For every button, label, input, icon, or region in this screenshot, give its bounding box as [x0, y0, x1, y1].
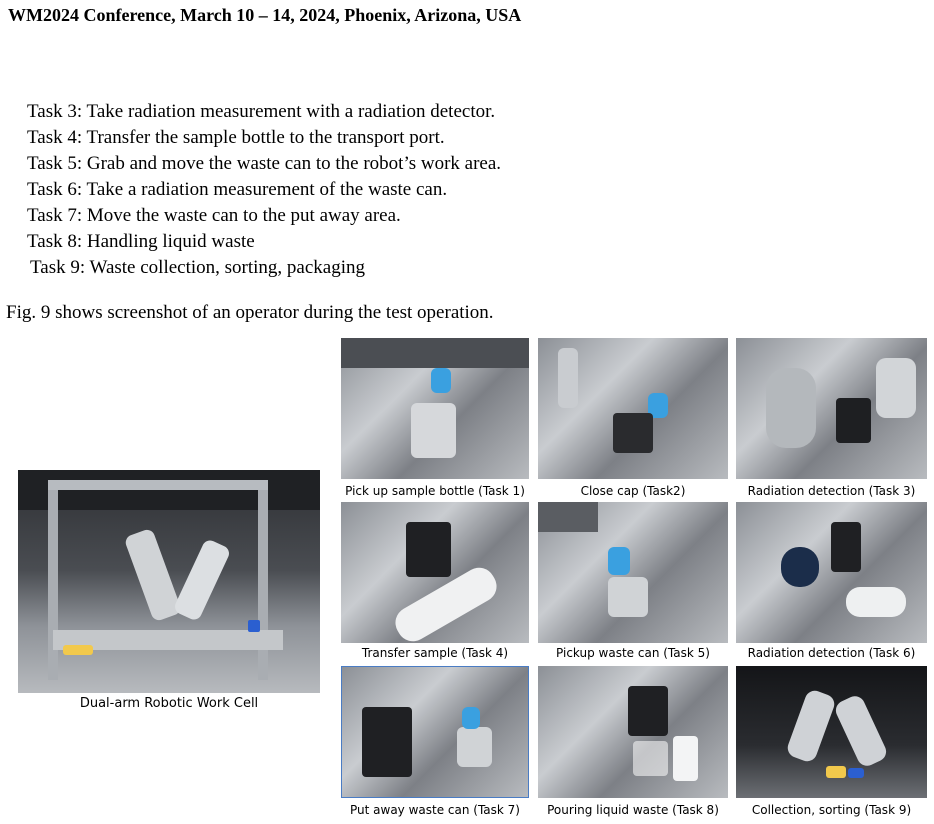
task-item: Task 3: Take radiation measurement with a radiation detector. [27, 101, 496, 122]
robotic-work-cell-photo [18, 470, 320, 693]
task-3-caption: Radiation detection (Task 3) [747, 484, 916, 498]
task-list [27, 99, 501, 281]
task-5-photo [538, 502, 728, 643]
task-3-photo [736, 338, 927, 479]
task-4-photo [341, 502, 529, 643]
task-2-caption: Close cap (Task2) [580, 484, 686, 498]
work-cell-caption: Dual-arm Robotic Work Cell [79, 696, 259, 711]
task-item: Task 4: Transfer the sample bottle to the transport port. [27, 127, 445, 148]
task-8-photo [538, 666, 728, 798]
task-item: Task 8: Handling liquid waste [27, 231, 255, 252]
task-2-photo [538, 338, 728, 479]
task-7-caption: Put away waste can (Task 7) [350, 803, 520, 817]
task-5-caption: Pickup waste can (Task 5) [556, 646, 710, 660]
task-item: Task 6: Take a radiation measurement of the waste can. [27, 179, 448, 200]
task-item: Task 9: Waste collection, sorting, packaging [30, 257, 366, 278]
page-header: WM2024 Conference, March 10 – 14, 2024, Phoenix, Arizona, USA [8, 5, 522, 25]
figure-intro-text: Fig. 9 shows screenshot of an operator during the test operation. [6, 302, 494, 323]
task-7-photo [341, 666, 529, 798]
task-9-caption: Collection, sorting (Task 9) [751, 803, 912, 817]
task-item: Task 7: Move the waste can to the put away area. [27, 205, 401, 226]
task-1-photo [341, 338, 529, 479]
task-1-caption: Pick up sample bottle (Task 1) [345, 484, 525, 498]
task-8-caption: Pouring liquid waste (Task 8) [547, 803, 719, 817]
task-4-caption: Transfer sample (Task 4) [361, 646, 509, 660]
task-6-photo [736, 502, 927, 643]
task-6-caption: Radiation detection (Task 6) [747, 646, 916, 660]
task-item: Task 5: Grab and move the waste can to the robot’s work area. [27, 153, 502, 174]
task-9-photo [736, 666, 927, 798]
